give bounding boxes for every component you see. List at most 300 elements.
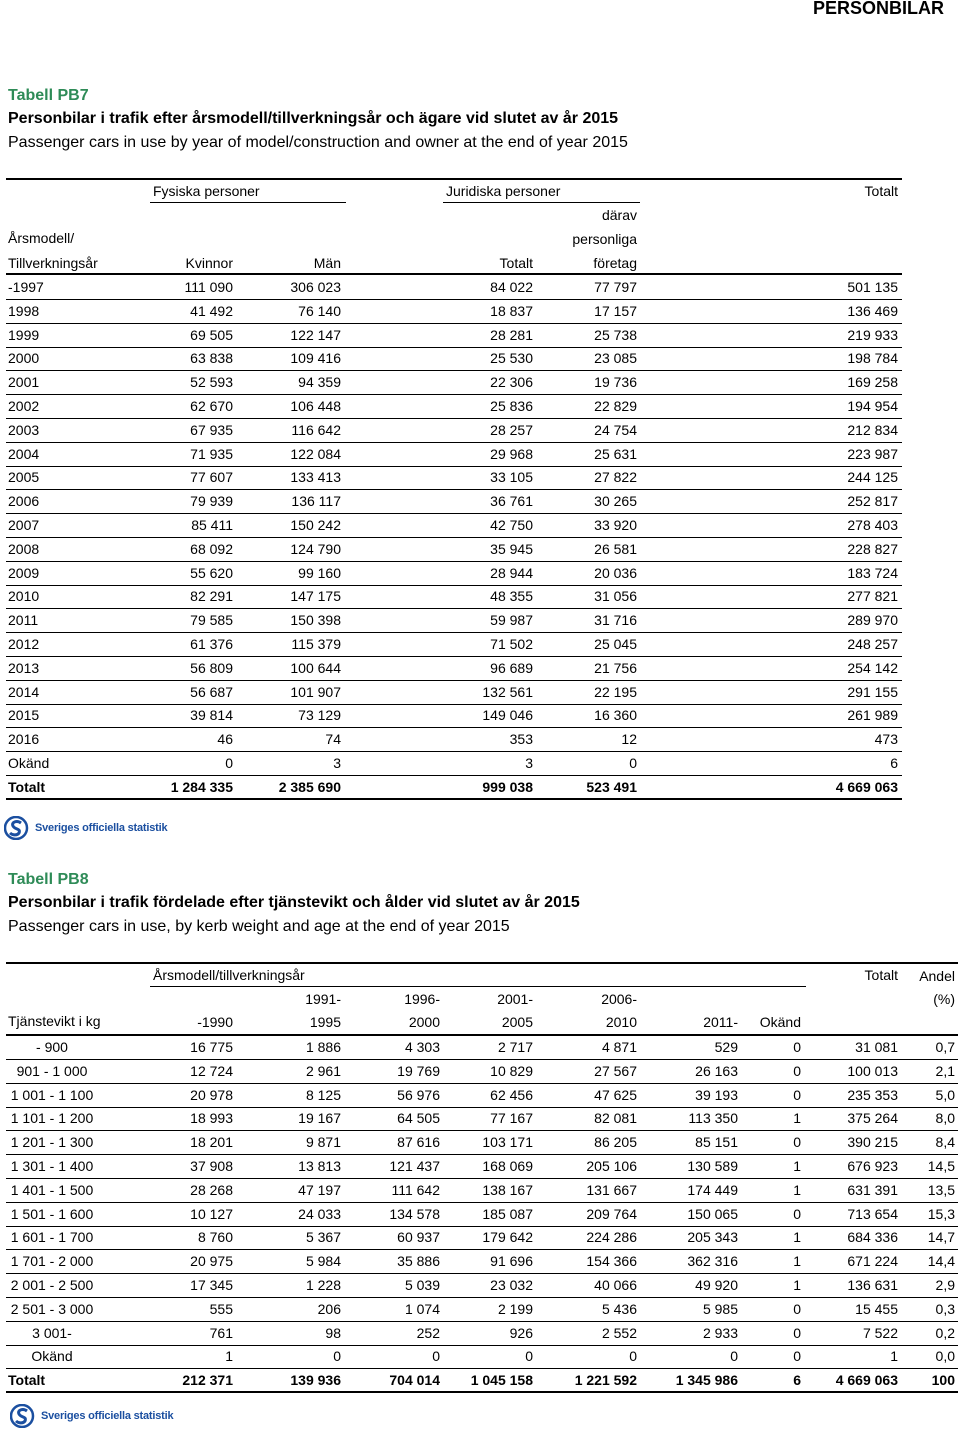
table-cell: 5 436: [601, 1300, 637, 1317]
table-cell: 28 257: [490, 421, 533, 438]
table-cell: 27 567: [594, 1062, 637, 1079]
table-cell: 473: [874, 731, 898, 748]
table-cell: 0: [793, 1348, 801, 1365]
table-cell: 1: [793, 1253, 801, 1270]
row-label: 1 701 - 2 000: [10, 1253, 94, 1270]
table-cell: 134 578: [389, 1205, 440, 1222]
row-divider: [6, 608, 902, 609]
row-divider: [6, 323, 902, 324]
row-divider: [6, 1083, 958, 1084]
table-cell: 25 530: [490, 350, 533, 367]
row-divider: [6, 489, 902, 490]
total-cell: 1 345 986: [675, 1372, 738, 1389]
table-cell: 56 687: [190, 683, 233, 700]
table-cell: 206: [317, 1300, 341, 1317]
table-cell: 85 151: [695, 1134, 738, 1151]
total-cell: 1 284 335: [170, 778, 233, 795]
table-cell: 244 125: [847, 469, 898, 486]
table-cell: 149 046: [482, 707, 533, 724]
sos-logo-text: Sveriges officiella statistik: [35, 822, 168, 834]
row-divider: [6, 1321, 958, 1322]
table-pb7-label: Tabell PB7: [8, 87, 89, 104]
row-divider: [6, 466, 902, 467]
table-cell: 209 764: [586, 1205, 637, 1222]
table-cell: 2,9: [935, 1277, 955, 1293]
group-header-totalt: Totalt: [864, 183, 898, 199]
column-header-totalt: Totalt: [499, 255, 533, 271]
table-cell: 169 258: [847, 374, 898, 391]
table-cell: 20 036: [594, 564, 637, 581]
table-cell: 671 224: [847, 1253, 898, 1270]
group-header-juridiska: Juridiska personer: [446, 183, 561, 199]
table-cell: 113 350: [688, 1110, 738, 1127]
table-cell: 235 353: [847, 1086, 898, 1103]
header-rule: [6, 1034, 958, 1036]
table-cell: 25 738: [594, 326, 637, 343]
column-header-man: Män: [313, 255, 341, 271]
row-divider: [6, 1297, 958, 1298]
total-cell: 4 669 063: [835, 1372, 898, 1389]
row-label: 1998: [8, 302, 40, 319]
table-cell: 0,3: [935, 1300, 955, 1317]
table-cell: 168 069: [482, 1158, 533, 1174]
table-cell: 3: [333, 755, 341, 771]
table-cell: 10 127: [190, 1205, 233, 1222]
table-cell: 4 871: [601, 1039, 637, 1055]
column-header-top: 2006-: [601, 991, 637, 1007]
row-label: 2015: [8, 707, 40, 724]
row-label: 2009: [8, 564, 40, 581]
total-cell: 1 221 592: [574, 1372, 637, 1389]
row-divider: [6, 561, 902, 562]
table-cell: 684 336: [847, 1229, 898, 1246]
row-divider: [6, 1154, 958, 1155]
table-cell: 14,7: [927, 1229, 955, 1246]
table-cell: 62 670: [190, 398, 233, 414]
row-label: 2014: [8, 683, 40, 700]
table-cell: 353: [509, 731, 533, 748]
table-cell: 224 286: [586, 1229, 637, 1246]
group-rule-juridiska: [443, 202, 640, 203]
row-divider: [6, 585, 902, 586]
table-cell: 8,4: [935, 1134, 955, 1151]
row-header: Tjänstevikt i kg: [8, 1013, 101, 1029]
row-label: 2005: [8, 469, 40, 486]
table-cell: 26 163: [695, 1062, 738, 1079]
table-cell: 28 268: [190, 1181, 233, 1198]
table-cell: 136 469: [847, 302, 898, 319]
table-cell: 0: [793, 1300, 801, 1317]
table-cell: 375 264: [847, 1110, 898, 1127]
row-divider: [6, 775, 902, 776]
table-cell: 100 013: [847, 1062, 898, 1079]
table-cell: 1: [793, 1158, 801, 1174]
sos-logo-bottom: [10, 1404, 173, 1428]
table-cell: 98: [325, 1324, 341, 1341]
table-cell: 64 505: [397, 1110, 440, 1127]
table-cell: 77 797: [594, 279, 637, 295]
table-cell: 8 760: [197, 1229, 233, 1246]
row-label: 1 401 - 1 500: [10, 1181, 94, 1198]
table-cell: 12 724: [190, 1062, 233, 1079]
table-cell: 0: [793, 1324, 801, 1341]
row-label: 2 001 - 2 500: [10, 1277, 94, 1293]
row-divider: [6, 370, 902, 371]
table-cell: 20 975: [190, 1253, 233, 1270]
table-cell: 150 242: [290, 517, 341, 533]
table-pb7-title: Personbilar i trafik efter årsmodell/tillverkningsår och ägare vid slutet av år 2015: [8, 110, 619, 127]
table-cell: 1 886: [305, 1039, 341, 1055]
table-cell: 67 935: [190, 421, 233, 438]
row-label: 3 001-: [32, 1324, 72, 1341]
table-pb8-title: Personbilar i trafik fördelade efter tjänstevikt och ålder vid slutet av år 2015: [8, 894, 580, 911]
sos-logo-icon: [4, 816, 32, 840]
table-cell: 223 987: [847, 445, 898, 462]
table-cell: 122 084: [290, 445, 341, 462]
column-header-top: 1991-: [305, 991, 341, 1007]
row-divider: [6, 513, 902, 514]
table-pb8-subtitle: Passenger cars in use, by kerb weight and age at the end of year 2015: [8, 918, 510, 935]
row-label: - 900: [36, 1039, 68, 1055]
column-header: 2000: [408, 1014, 440, 1030]
table-cell: 0: [333, 1348, 341, 1365]
row-label: 1 301 - 1 400: [10, 1158, 94, 1174]
table-cell: 1: [890, 1348, 898, 1365]
table-cell: 8,0: [935, 1110, 955, 1127]
table-cell: 15 455: [855, 1300, 898, 1317]
table-cell: 278 403: [847, 517, 898, 533]
total-cell: 704 014: [389, 1372, 440, 1389]
table-cell: 19 736: [594, 374, 637, 391]
table-cell: 390 215: [847, 1134, 898, 1151]
row-label: 901 - 1 000: [16, 1062, 88, 1079]
row-divider: [6, 1107, 958, 1108]
table-cell: 130 589: [687, 1158, 738, 1174]
table-cell: 33 920: [594, 517, 637, 533]
table-cell: 16 775: [190, 1039, 233, 1055]
andel-unit: (%): [933, 991, 955, 1007]
total-label: Totalt: [8, 1372, 46, 1389]
table-cell: 71 502: [490, 636, 533, 652]
column-header: därav: [601, 207, 637, 223]
total-cell: 212 371: [182, 1372, 233, 1389]
row-divider: [6, 704, 902, 705]
table-cell: 1: [225, 1348, 233, 1365]
table-cell: 17 345: [190, 1277, 233, 1293]
column-header-top: 2001-: [497, 991, 533, 1007]
table-cell: 14,5: [927, 1158, 955, 1174]
table-cell: 252: [416, 1324, 440, 1341]
group-header-arsmodell: Årsmodell/tillverkningsår: [153, 967, 305, 983]
table-cell: 18 201: [190, 1134, 233, 1151]
group-rule-arsmodell: [150, 986, 806, 987]
table-cell: 56 976: [397, 1086, 440, 1103]
row-label: 2007: [8, 517, 40, 533]
table-cell: 28 944: [490, 564, 533, 581]
table-cell: 289 970: [847, 612, 898, 629]
row-divider: [6, 1130, 958, 1131]
table-cell: 100 644: [290, 659, 341, 676]
table-top-rule: [6, 178, 902, 180]
row-label: 2000: [8, 350, 40, 367]
table-cell: 79 585: [190, 612, 233, 629]
group-header-fysiska: Fysiska personer: [153, 183, 260, 199]
table-cell: 1: [793, 1229, 801, 1246]
table-cell: 5 039: [404, 1277, 440, 1293]
column-header: 2005: [501, 1014, 533, 1030]
row-label: 1 501 - 1 600: [10, 1205, 94, 1222]
row-label: 2008: [8, 540, 40, 557]
row-label: 2004: [8, 445, 40, 462]
table-cell: 26 581: [594, 540, 637, 557]
column-header-kvinnor: Kvinnor: [185, 255, 233, 271]
table-cell: 55 620: [190, 564, 233, 581]
row-label: 2006: [8, 493, 40, 510]
table-cell: 18 993: [190, 1110, 233, 1127]
table-cell: 76 140: [298, 302, 341, 319]
table-cell: 121 437: [389, 1158, 440, 1174]
table-cell: 2 961: [305, 1062, 341, 1079]
row-label: 2016: [8, 731, 40, 748]
table-cell: 79 939: [190, 493, 233, 510]
table-cell: 291 155: [847, 683, 898, 700]
table-cell: 132 561: [482, 683, 533, 700]
table-cell: 36 761: [490, 493, 533, 510]
row-label: 2 501 - 3 000: [10, 1300, 94, 1317]
table-cell: 0: [793, 1205, 801, 1222]
table-cell: 5 984: [305, 1253, 341, 1270]
table-cell: 761: [209, 1324, 233, 1341]
table-cell: 501 135: [847, 279, 898, 295]
table-cell: 179 642: [482, 1229, 533, 1246]
row-label: -1997: [8, 279, 44, 295]
table-cell: 124 790: [290, 540, 341, 557]
table-cell: 22 306: [490, 374, 533, 391]
table-cell: 2 552: [601, 1324, 637, 1341]
row-divider: [6, 299, 902, 300]
table-cell: 555: [209, 1300, 233, 1317]
table-cell: 21 756: [594, 659, 637, 676]
table-cell: 60 937: [397, 1229, 440, 1246]
table-cell: 277 821: [847, 588, 898, 605]
row-divider: [6, 1202, 958, 1203]
table-cell: 86 205: [594, 1134, 637, 1151]
table-cell: 42 750: [490, 517, 533, 533]
table-cell: 205 343: [687, 1229, 738, 1246]
table-cell: 52 593: [190, 374, 233, 391]
table-cell: 7 522: [862, 1324, 898, 1341]
row-label: 2011: [8, 612, 39, 629]
table-cell: 529: [714, 1039, 738, 1055]
table-cell: 37 908: [190, 1158, 233, 1174]
table-cell: 0: [793, 1039, 801, 1055]
table-pb7-subtitle: Passenger cars in use by year of model/construction and owner at the end of year 2015: [8, 134, 628, 151]
table-cell: 35 886: [397, 1253, 440, 1270]
table-cell: 103 171: [482, 1134, 533, 1151]
sos-logo: [4, 816, 167, 840]
column-header: Okänd: [759, 1014, 801, 1030]
column-header: 1995: [309, 1014, 341, 1030]
table-cell: 91 696: [490, 1253, 533, 1270]
total-cell: 100: [931, 1372, 955, 1389]
table-cell: 0: [793, 1062, 801, 1079]
row-divider: [6, 418, 902, 419]
page-header: PERSONBILAR: [812, 0, 944, 18]
table-cell: 48 355: [490, 588, 533, 605]
row-divider: [6, 1273, 958, 1274]
column-header-top: 1996-: [404, 991, 440, 1007]
total-cell: 999 038: [482, 778, 533, 795]
row-divider: [6, 751, 902, 752]
group-header-totalt: Totalt: [864, 967, 898, 983]
sos-logo-icon: [10, 1404, 38, 1428]
table-cell: 2,1: [935, 1062, 955, 1079]
row-label: 2001: [8, 374, 40, 391]
row-divider: [6, 632, 902, 633]
table-cell: 0: [225, 755, 233, 771]
table-cell: 106 448: [290, 398, 341, 414]
table-cell: 12: [621, 731, 637, 748]
table-cell: 77 607: [190, 469, 233, 486]
table-cell: 82 291: [190, 588, 233, 605]
table-cell: 0: [793, 1086, 801, 1103]
table-cell: 136 117: [291, 493, 341, 510]
row-divider: [6, 537, 902, 538]
table-cell: 63 838: [190, 350, 233, 367]
table-cell: 0: [432, 1348, 440, 1365]
table-cell: 25 631: [594, 445, 637, 462]
table-cell: 194 954: [847, 398, 898, 414]
row-divider: [6, 727, 902, 728]
row-label: 1999: [8, 326, 40, 343]
table-cell: 13,5: [927, 1181, 955, 1198]
table-cell: 115 379: [291, 636, 341, 652]
table-cell: 5,0: [935, 1086, 955, 1103]
table-cell: 185 087: [482, 1205, 533, 1222]
table-cell: 99 160: [298, 564, 341, 581]
total-cell: 1 045 158: [470, 1372, 533, 1389]
table-cell: 15,3: [927, 1205, 955, 1222]
table-cell: 18 837: [490, 302, 533, 319]
table-cell: 10 829: [490, 1062, 533, 1079]
table-cell: 0,0: [935, 1348, 955, 1365]
column-header: 2010: [605, 1014, 637, 1030]
row-label: Okänd: [31, 1348, 73, 1365]
table-cell: 23 085: [594, 350, 637, 367]
table-cell: 1: [793, 1181, 801, 1198]
table-cell: 154 366: [586, 1253, 637, 1270]
table-cell: 87 616: [397, 1134, 440, 1151]
table-cell: 2 717: [497, 1039, 533, 1055]
table-cell: 19 167: [298, 1110, 341, 1127]
row-divider: [6, 1178, 958, 1179]
header-rule: [6, 273, 902, 275]
table-cell: 24 033: [298, 1205, 341, 1222]
table-cell: 29 968: [490, 445, 533, 462]
table-cell: 676 923: [847, 1158, 898, 1174]
sos-logo-text: Sveriges officiella statistik: [41, 1410, 174, 1422]
total-cell: 4 669 063: [835, 778, 898, 795]
table-cell: 150 398: [290, 612, 341, 629]
row-divider: [6, 1059, 958, 1060]
row-divider: [6, 1226, 958, 1227]
table-cell: 0: [730, 1348, 738, 1365]
table-cell: 40 066: [594, 1277, 637, 1293]
table-cell: 101 907: [290, 683, 341, 700]
table-cell: 13 813: [298, 1158, 341, 1174]
table-cell: 61 376: [190, 636, 233, 652]
row-divider: [6, 680, 902, 681]
total-cell: 523 491: [586, 778, 637, 795]
table-cell: 39 193: [695, 1086, 738, 1103]
table-cell: 0: [629, 755, 637, 771]
table-cell: 926: [509, 1324, 533, 1341]
table-cell: 116 642: [291, 421, 341, 438]
row-divider: [6, 1368, 958, 1369]
table-cell: 17 157: [594, 302, 637, 319]
row-header: Årsmodell/: [8, 230, 75, 246]
table-cell: 138 167: [482, 1181, 533, 1198]
table-bottom-rule: [6, 798, 902, 800]
table-cell: 5 367: [305, 1229, 341, 1246]
table-cell: 713 654: [847, 1205, 898, 1222]
table-cell: 252 817: [847, 493, 898, 510]
table-cell: 96 689: [490, 659, 533, 676]
table-cell: 27 822: [594, 469, 637, 486]
column-header: personliga: [572, 231, 637, 247]
table-cell: 22 195: [594, 683, 637, 700]
table-cell: 150 065: [687, 1205, 738, 1222]
table-cell: 6: [890, 755, 898, 771]
table-cell: 174 449: [687, 1181, 738, 1198]
table-cell: 84 022: [490, 279, 533, 295]
table-cell: 35 945: [490, 540, 533, 557]
table-cell: 0: [793, 1134, 801, 1151]
table-cell: 122 147: [290, 326, 341, 343]
table-cell: 25 045: [594, 636, 637, 652]
table-cell: 16 360: [594, 707, 637, 724]
table-cell: 4 303: [404, 1039, 440, 1055]
table-cell: 62 456: [490, 1086, 533, 1103]
row-label: 1 001 - 1 100: [10, 1086, 94, 1103]
row-label: 2013: [8, 659, 40, 676]
table-cell: 131 667: [586, 1181, 637, 1198]
table-cell: 24 754: [594, 421, 637, 438]
table-cell: 31 081: [855, 1039, 898, 1055]
table-cell: 74: [325, 731, 341, 748]
table-cell: 1: [793, 1277, 801, 1293]
table-cell: 25 836: [490, 398, 533, 414]
table-cell: 306 023: [290, 279, 341, 295]
table-cell: 22 829: [594, 398, 637, 414]
table-cell: 0,7: [935, 1039, 955, 1055]
table-cell: 94 359: [298, 374, 341, 391]
table-cell: 228 827: [847, 540, 898, 557]
group-header-andel: Andel: [919, 968, 955, 984]
table-cell: 219 933: [847, 326, 898, 343]
row-label: 1 201 - 1 300: [10, 1134, 94, 1151]
row-divider: [6, 1249, 958, 1250]
table-cell: 2 933: [702, 1324, 738, 1341]
table-cell: 82 081: [594, 1110, 637, 1127]
table-cell: 0: [525, 1348, 533, 1365]
column-header: -1990: [197, 1014, 233, 1030]
row-label: 1 101 - 1 200: [10, 1110, 94, 1127]
table-cell: 3: [525, 755, 533, 771]
table-cell: 47 625: [594, 1086, 637, 1103]
table-cell: 19 769: [397, 1062, 440, 1079]
table-bottom-rule: [6, 1391, 958, 1393]
